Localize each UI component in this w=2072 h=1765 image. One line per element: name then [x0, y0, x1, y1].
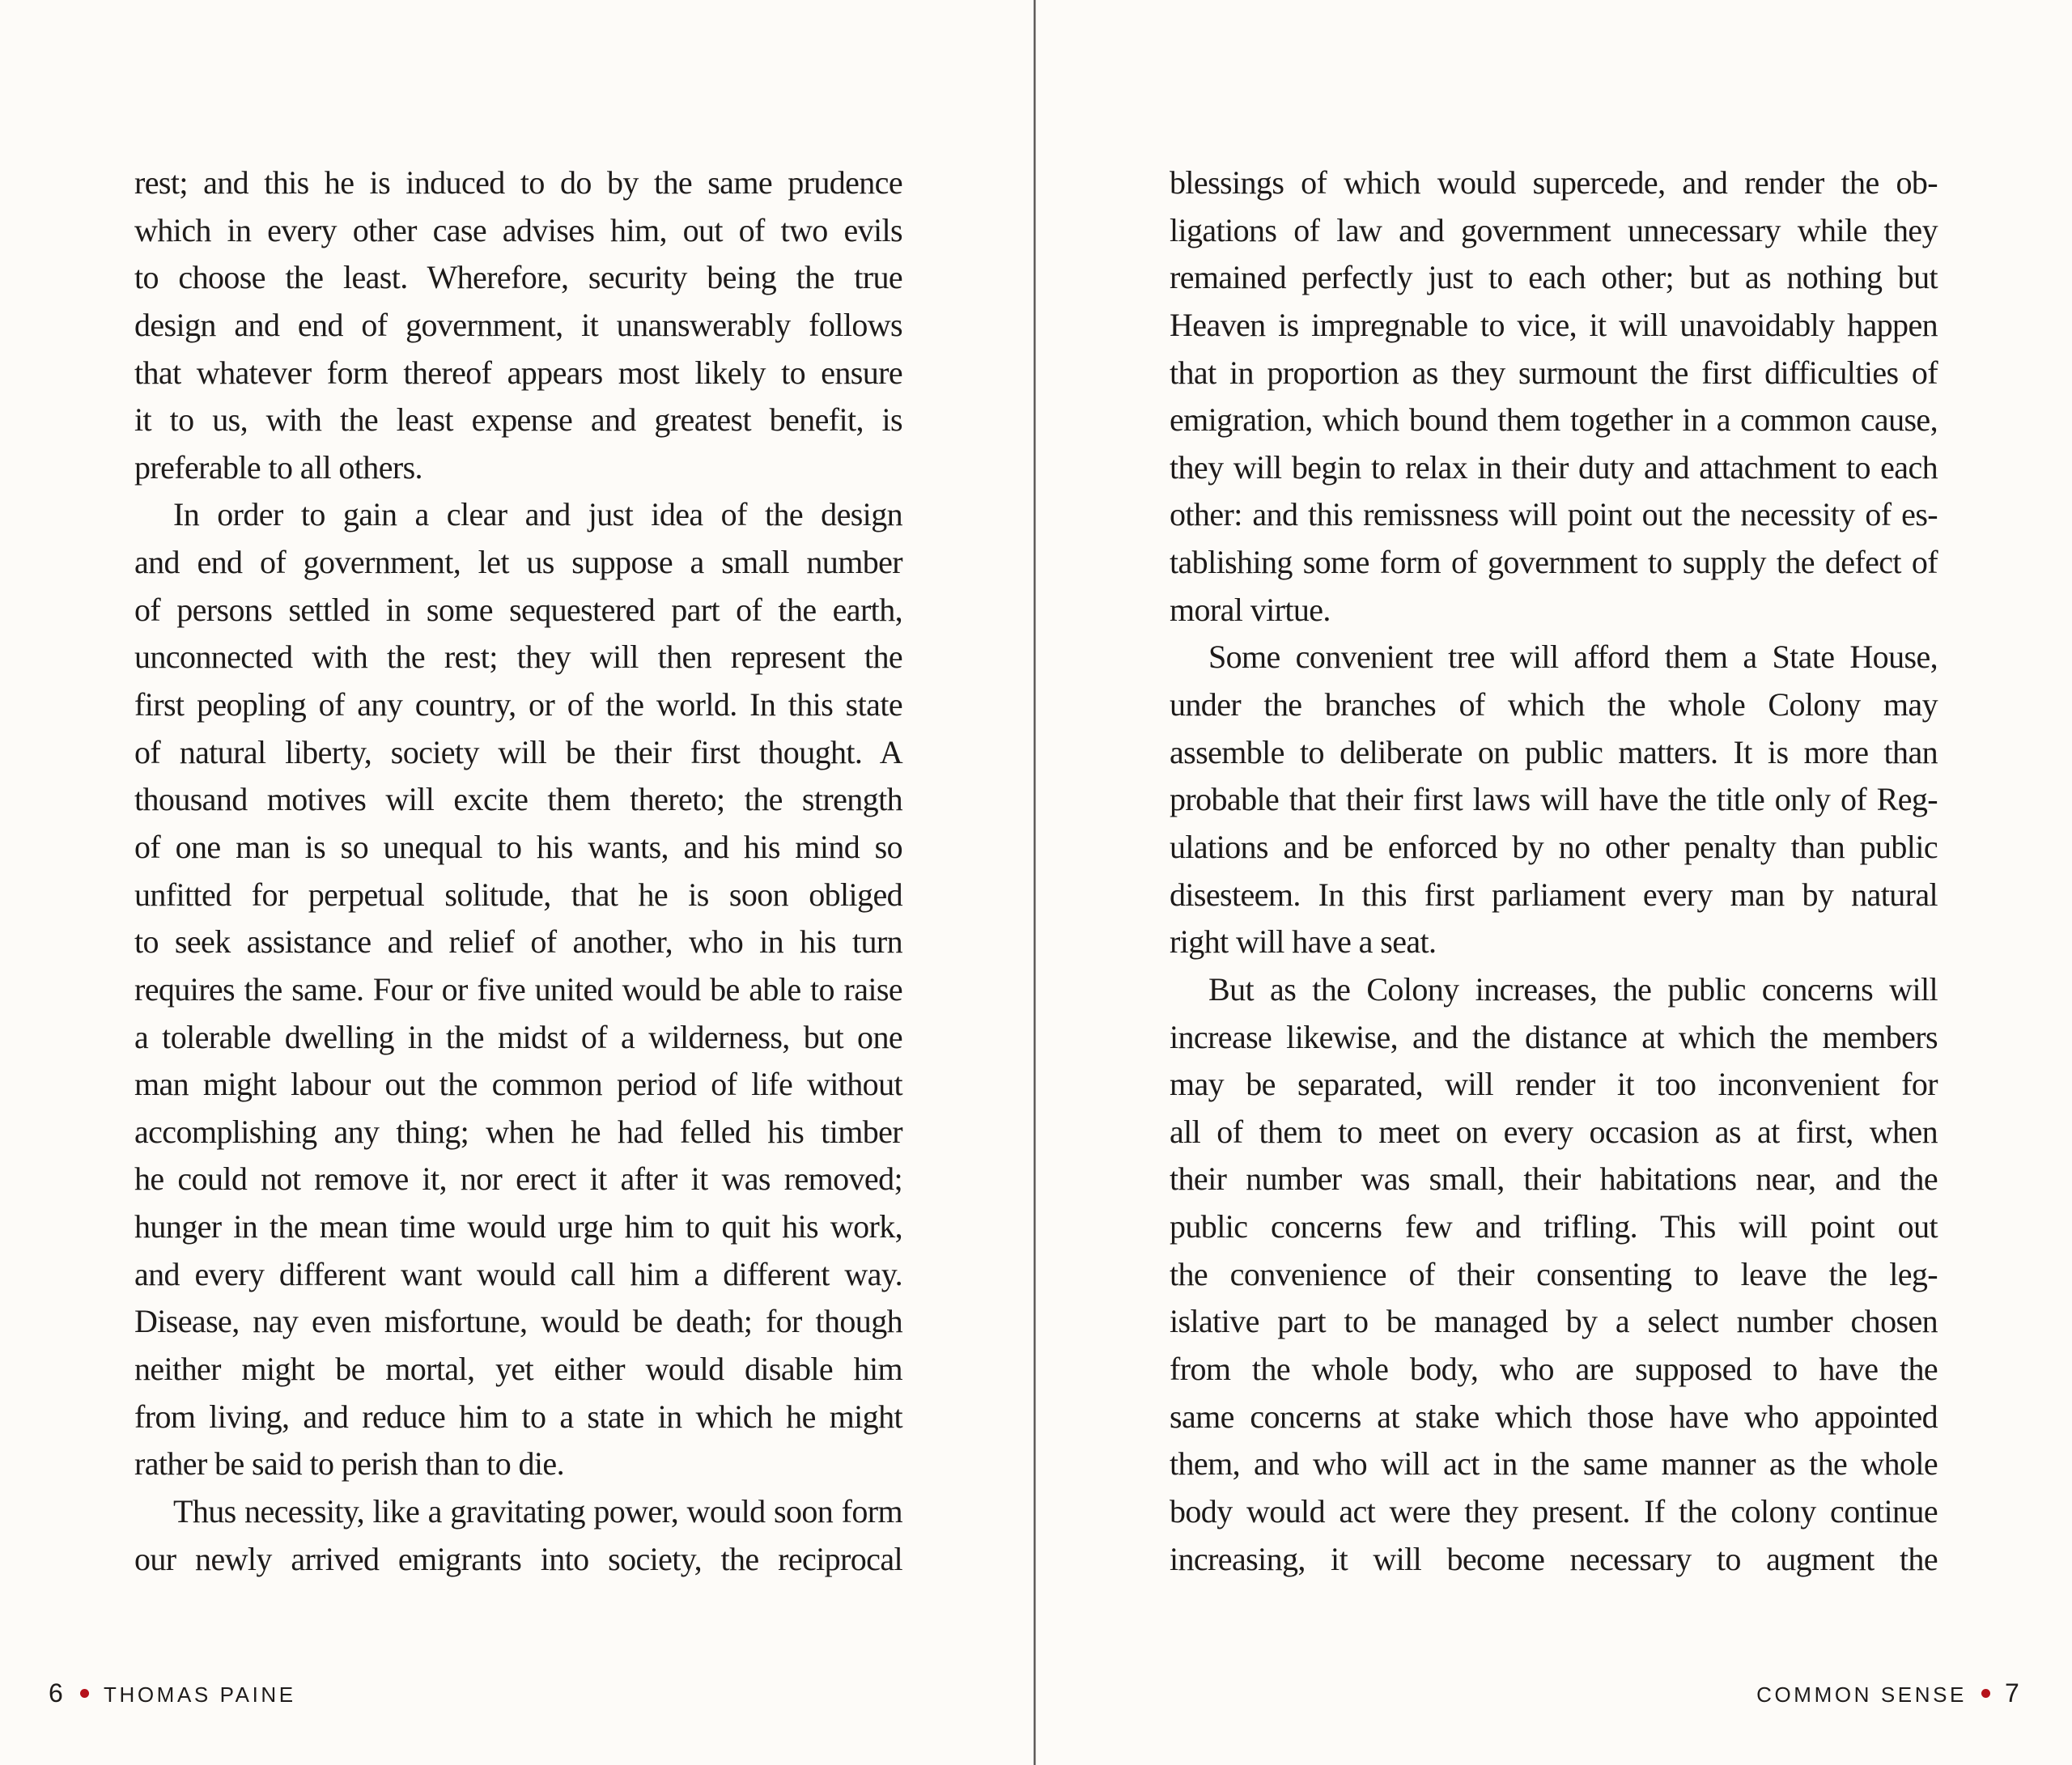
- text-line: thousand motives will excite them thereto; the strength: [134, 781, 902, 818]
- text-line: right will have a seat.: [1170, 923, 1437, 961]
- text-line: accomplishing any thing; when he had felled his timber: [134, 1113, 902, 1150]
- left-page: [0, 0, 1034, 1765]
- text-line: our newly arrived emigrants into society, the reciprocal: [134, 1540, 902, 1577]
- text-line: he could not remove it, nor erect it after it was removed;: [134, 1160, 902, 1198]
- red-bullet-icon: [80, 1689, 89, 1698]
- paragraph-first-line: Thus necessity, like a gravitating power, would soon form: [173, 1492, 902, 1530]
- text-line: they will begin to relax in their duty and attachment to each: [1170, 448, 1938, 486]
- text-line: Heaven is impregnable to vice, it will unavoidably happen: [1170, 306, 1938, 343]
- paragraph-first-line: Some convenient tree will afford them a State House,: [1208, 639, 1938, 676]
- text-line: which in every other case advises him, out of two evils: [134, 211, 902, 248]
- text-line: body would act were they present. If the colony continue: [1170, 1492, 1938, 1530]
- left-page-footer: [49, 1677, 296, 1711]
- text-line: probable that their first laws will have the title only of Reg-: [1170, 781, 1938, 818]
- text-line: hunger in the mean time would urge him to quit his work,: [134, 1208, 902, 1245]
- text-line: other: and this remissness will point out the necessity of es-: [1170, 496, 1938, 533]
- text-line: rest; and this he is induced to do by the same prudence: [134, 164, 902, 201]
- text-line: same concerns at stake which those have who appointed: [1170, 1398, 1938, 1435]
- text-line: ligations of law and government unnecessary while they: [1170, 211, 1938, 248]
- paragraph-first-line: But as the Colony increases, the public concerns will: [1208, 970, 1938, 1008]
- text-line: a tolerable dwelling in the midst of a wilderness, but one: [134, 1018, 902, 1055]
- text-line: assemble to deliberate on public matters. It is more than: [1170, 733, 1938, 770]
- text-line: to seek assistance and relief of another, who in his turn: [134, 923, 902, 961]
- text-line: that whatever form thereof appears most likely to ensure: [134, 354, 902, 391]
- text-line: of natural liberty, society will be their first thought. A: [134, 733, 902, 770]
- text-line: man might labour out the common period of life without: [134, 1066, 902, 1103]
- text-line: increasing, it will become necessary to augment the: [1170, 1540, 1938, 1577]
- text-line: first peopling of any country, or of the world. In this state: [134, 686, 902, 723]
- left-page-body-text: [134, 159, 902, 1583]
- text-line: to choose the least. Wherefore, security being the true: [134, 259, 902, 296]
- text-line: from living, and reduce him to a state in which he might: [134, 1398, 902, 1435]
- text-line: preferable to all others.: [134, 448, 422, 486]
- text-line: and every different want would call him a different way.: [134, 1255, 902, 1292]
- right-page: [1036, 0, 2070, 1765]
- text-line: their number was small, their habitations near, and the: [1170, 1160, 1938, 1198]
- text-line: tablishing some form of government to supply the defect of: [1170, 544, 1938, 581]
- text-line: islative part to be managed by a select number chosen: [1170, 1303, 1938, 1340]
- text-line: disesteem. In this first parliament every man by natural: [1170, 876, 1938, 913]
- text-line: blessings of which would supercede, and render the ob-: [1170, 164, 1938, 201]
- text-line: emigration, which bound them together in a common cause,: [1170, 401, 1938, 439]
- text-line: increase likewise, and the distance at which the members: [1170, 1018, 1938, 1055]
- text-line: from the whole body, who are supposed to have the: [1170, 1351, 1938, 1388]
- text-line: all of them to meet on every occasion as at first, when: [1170, 1113, 1938, 1150]
- right-running-head: COMMON SENSE: [1756, 1682, 1967, 1707]
- text-line: rather be said to perish than to die.: [134, 1445, 564, 1483]
- text-line: neither might be mortal, yet either would disable him: [134, 1351, 902, 1388]
- right-page-body-text: [1170, 159, 1938, 1583]
- right-page-number: 7: [2005, 1678, 2022, 1708]
- text-line: Disease, nay even misfortune, would be death; for though: [134, 1303, 902, 1340]
- text-line: ulations and be enforced by no other penalty than public: [1170, 828, 1938, 865]
- left-page-number: 6: [49, 1678, 66, 1708]
- text-line: them, and who will act in the same manner as the whole: [1170, 1445, 1938, 1483]
- text-line: unconnected with the rest; they will then represent the: [134, 639, 902, 676]
- paragraph-first-line: In order to gain a clear and just idea of the design: [173, 496, 902, 533]
- text-line: under the branches of which the whole Colony may: [1170, 686, 1938, 723]
- text-line: may be separated, will render it too inconvenient for: [1170, 1066, 1938, 1103]
- text-line: moral virtue.: [1170, 591, 1331, 628]
- text-line: requires the same. Four or five united would be able to raise: [134, 970, 902, 1008]
- text-line: design and end of government, it unanswerably follows: [134, 306, 902, 343]
- text-line: and end of government, let us suppose a small number: [134, 544, 902, 581]
- red-bullet-icon: [1981, 1689, 1990, 1698]
- text-line: remained perfectly just to each other; but as nothing but: [1170, 259, 1938, 296]
- left-running-head: THOMAS PAINE: [104, 1682, 296, 1707]
- text-line: of persons settled in some sequestered part of the earth,: [134, 591, 902, 628]
- text-line: that in proportion as they surmount the first difficulties of: [1170, 354, 1938, 391]
- text-line: the convenience of their consenting to leave the leg-: [1170, 1255, 1938, 1292]
- text-line: public concerns few and trifling. This will point out: [1170, 1208, 1938, 1245]
- right-page-footer: [1756, 1677, 2022, 1711]
- text-line: of one man is so unequal to his wants, and his mind so: [134, 828, 902, 865]
- text-line: unfitted for perpetual solitude, that he is soon obliged: [134, 876, 902, 913]
- text-line: it to us, with the least expense and greatest benefit, is: [134, 401, 902, 439]
